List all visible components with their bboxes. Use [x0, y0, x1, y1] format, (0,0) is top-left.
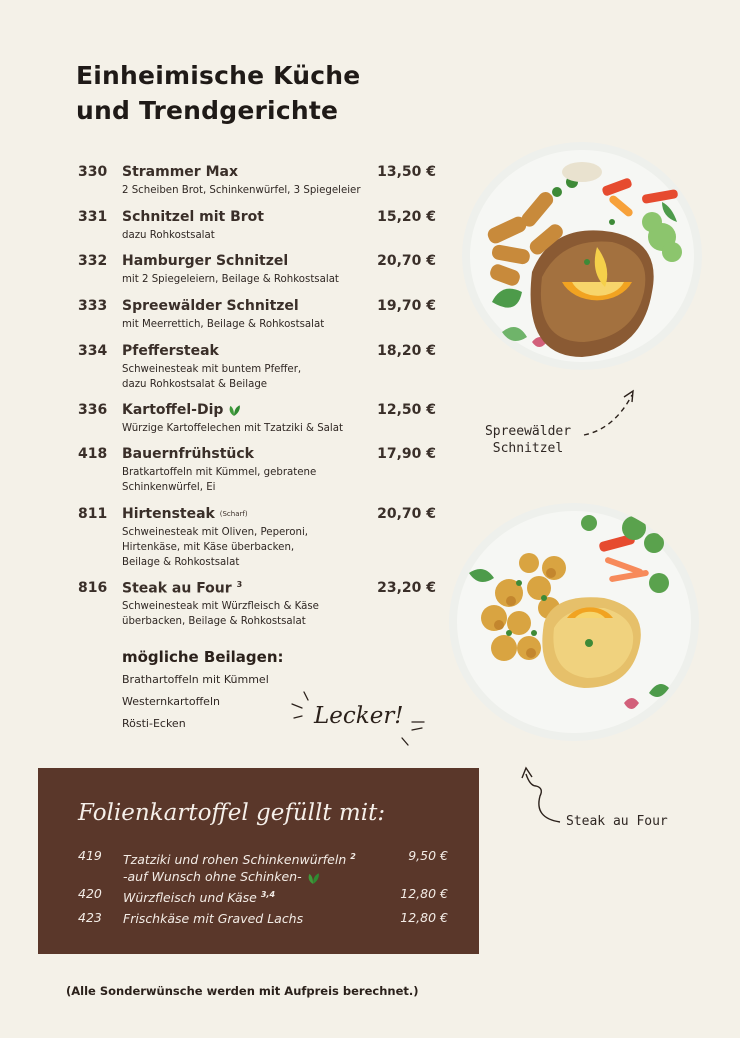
allergen-superscript: 3,4 [260, 890, 276, 899]
folienkartoffel-item [78, 886, 448, 906]
item-description: Würzige Kartoffelechen mit Tzatziki & Salat [122, 423, 343, 434]
item-price: 12,50 € [377, 402, 436, 418]
side-dish-item: Brathartoffeln mit Kümmel [122, 673, 269, 686]
footer-note: (Alle Sonderwünsche werden mit Aufpreis berechnet.) [66, 984, 419, 998]
item-name: Pfeffersteak [122, 343, 219, 359]
item-name: Steak au Four $^3$ [122, 580, 243, 597]
side-dish-item: Rösti-Ecken [122, 717, 186, 730]
item-price: 15,20 € [377, 209, 436, 225]
folienkartoffel-title: Folienkartoffel gefüllt mit: [78, 800, 386, 826]
arrow-icon [580, 385, 640, 441]
item-name: Würzfleisch und Käse $^{3,4}$ [123, 890, 276, 906]
item-description: Schweinesteak mit Oliven, Peperoni, Hirtenkäse, mit Käse überbacken, Beilage & Rohkostsalat [122, 527, 309, 568]
item-description: 2 Scheiben Brot, Schinkenwürfel, 3 Spiegeleier [122, 185, 361, 196]
item-number: 330 [78, 164, 108, 180]
item-name: Hamburger Schnitzel [122, 253, 289, 269]
folienkartoffel-item [78, 910, 448, 930]
item-number: 333 [78, 298, 108, 314]
item-description: Bratkartoffeln mit Kümmel, gebratene Schinkenwürfel, Ei [122, 467, 317, 493]
item-price: 9,50 € [408, 848, 448, 863]
folienkartoffel-box [38, 768, 479, 954]
item-name: Frischkäse mit Graved Lachs [123, 911, 304, 926]
item-description: mit 2 Spiegeleiern, Beilage & Rohkostsalat [122, 274, 339, 285]
item-number: 811 [78, 506, 108, 522]
item-name: Hirtensteak (Scharf) [122, 506, 248, 522]
side-dish-item: Westernkartoffeln [122, 695, 220, 708]
item-price: 18,20 € [377, 343, 436, 359]
item-price: 20,70 € [377, 506, 436, 522]
item-number: 336 [78, 402, 108, 418]
item-price: 17,90 € [377, 446, 436, 462]
item-number: 423 [78, 910, 102, 925]
item-description: Schweinesteak mit Würzfleisch & Käse überbacken, Beilage & Rohkostsalat [122, 601, 319, 627]
item-description: Schweinesteak mit buntem Pfeffer, dazu Rohkostsalat & Beilage [122, 364, 302, 390]
item-price: 20,70 € [377, 253, 436, 269]
title-line-1: Einheimische Küche [76, 61, 361, 90]
vegan-leaf-icon [306, 871, 320, 885]
side-dishes-title: mögliche Beilagen: [122, 648, 284, 666]
arrow-icon [518, 766, 568, 826]
allergen-superscript: 3 [236, 580, 243, 589]
item-name: Kartoffel-Dip [122, 402, 241, 418]
item-description: dazu Rohkostsalat [122, 230, 215, 241]
title-line-2: und Trendgerichte [76, 96, 339, 125]
item-price: 23,20 € [377, 580, 436, 596]
steak-au-four-photo [449, 503, 699, 741]
item-number: 816 [78, 580, 108, 596]
vegan-leaf-icon [227, 403, 241, 417]
item-number: 334 [78, 343, 108, 359]
page-title [76, 58, 360, 128]
allergen-superscript: 2 [350, 852, 356, 861]
item-price: 13,50 € [377, 164, 436, 180]
item-description: mit Meerrettich, Beilage & Rohkostsalat [122, 319, 325, 330]
item-name: Tzatziki und rohen Schinkenwürfeln $^2$ -auf Wunsch ohne Schinken- [123, 852, 356, 885]
item-number: 418 [78, 446, 108, 462]
item-price: 12,80 € [400, 910, 448, 925]
folienkartoffel-item [78, 848, 448, 888]
spreewald-schnitzel-photo [462, 142, 702, 370]
item-name: Bauernfrühstück [122, 446, 254, 462]
spicy-note: (Scharf) [219, 510, 248, 518]
item-name: Spreewälder Schnitzel [122, 298, 299, 314]
spreewald-caption: Spreewälder Schnitzel [484, 424, 572, 456]
item-name: Strammer Max [122, 164, 238, 180]
lecker-text: Lecker! [314, 703, 404, 729]
item-price: 19,70 € [377, 298, 436, 314]
item-number: 331 [78, 209, 108, 225]
steak-au-four-caption: Steak au Four [566, 814, 668, 829]
item-number: 419 [78, 848, 102, 863]
item-number: 332 [78, 253, 108, 269]
item-number: 420 [78, 886, 102, 901]
item-name: Schnitzel mit Brot [122, 209, 264, 225]
item-price: 12,80 € [400, 886, 448, 901]
